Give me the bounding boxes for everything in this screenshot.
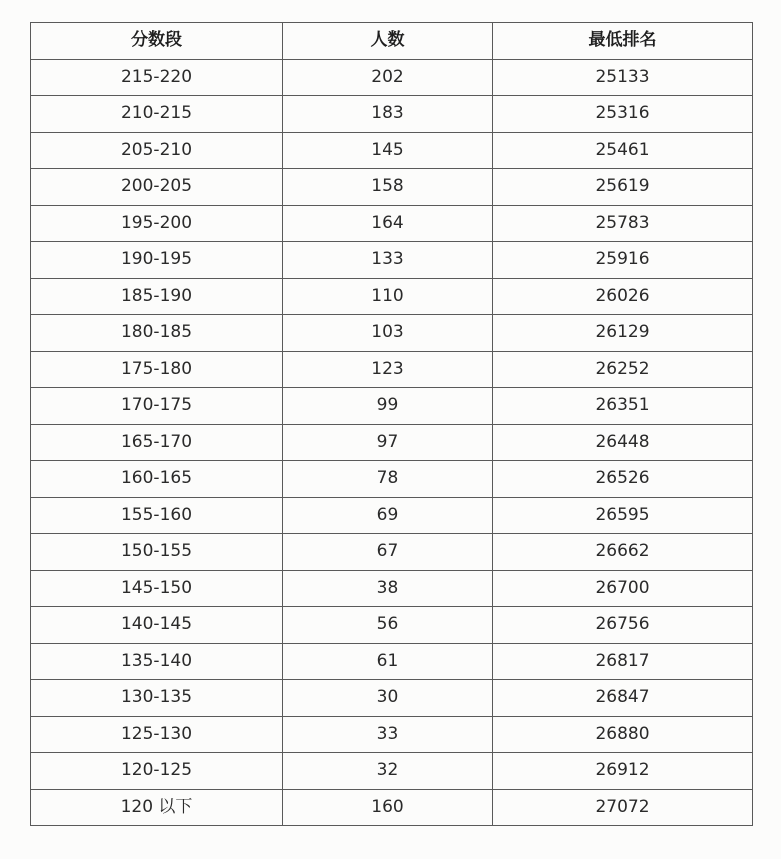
score-range-cell: 185-190 [31,278,283,315]
lowest-rank-cell: 25461 [493,132,753,169]
score-range-cell: 160-165 [31,461,283,498]
lowest-rank-cell: 26662 [493,534,753,571]
lowest-rank-cell: 26526 [493,461,753,498]
count-cell: 160 [283,789,493,826]
lowest-rank-cell: 26448 [493,424,753,461]
table-row [31,789,753,826]
count-cell: 99 [283,388,493,425]
score-range-cell: 140-145 [31,607,283,644]
lowest-rank-cell: 25619 [493,169,753,206]
count-cell: 97 [283,424,493,461]
score-range-cell: 205-210 [31,132,283,169]
header-row [31,23,753,60]
score-range-cell: 190-195 [31,242,283,279]
table-row [31,570,753,607]
lowest-rank-cell: 26595 [493,497,753,534]
table-row [31,278,753,315]
table-row [31,497,753,534]
count-cell: 123 [283,351,493,388]
score-range-cell: 135-140 [31,643,283,680]
score-distribution-table [30,22,753,826]
score-range-cell: 145-150 [31,570,283,607]
table-row [31,96,753,133]
score-range-cell: 195-200 [31,205,283,242]
lowest-rank-cell: 26880 [493,716,753,753]
table-row [31,132,753,169]
score-range-cell: 180-185 [31,315,283,352]
lowest-rank-cell: 26912 [493,753,753,790]
table-header [31,23,753,60]
count-cell: 78 [283,461,493,498]
score-range-cell: 120 以下 [31,789,283,826]
score-range-cell: 130-135 [31,680,283,717]
header-score-range: 分数段 [31,23,283,60]
table-row [31,388,753,425]
table-body [31,59,753,826]
table-row [31,680,753,717]
table-row [31,424,753,461]
table-row [31,59,753,96]
table-row [31,534,753,571]
score-range-cell: 125-130 [31,716,283,753]
score-range-cell: 170-175 [31,388,283,425]
lowest-rank-cell: 25316 [493,96,753,133]
count-cell: 38 [283,570,493,607]
header-count: 人数 [283,23,493,60]
score-range-cell: 120-125 [31,753,283,790]
count-cell: 56 [283,607,493,644]
lowest-rank-cell: 25783 [493,205,753,242]
lowest-rank-cell: 25916 [493,242,753,279]
lowest-rank-cell: 27072 [493,789,753,826]
count-cell: 164 [283,205,493,242]
score-range-cell: 200-205 [31,169,283,206]
count-cell: 61 [283,643,493,680]
lowest-rank-cell: 26756 [493,607,753,644]
lowest-rank-cell: 26252 [493,351,753,388]
lowest-rank-cell: 26026 [493,278,753,315]
lowest-rank-cell: 26129 [493,315,753,352]
count-cell: 69 [283,497,493,534]
table-row [31,242,753,279]
count-cell: 158 [283,169,493,206]
table-row [31,169,753,206]
table-row [31,315,753,352]
table-row [31,716,753,753]
count-cell: 110 [283,278,493,315]
lowest-rank-cell: 26351 [493,388,753,425]
table-row [31,607,753,644]
count-cell: 103 [283,315,493,352]
count-cell: 202 [283,59,493,96]
score-range-cell: 215-220 [31,59,283,96]
lowest-rank-cell: 26700 [493,570,753,607]
table-row [31,205,753,242]
score-range-cell: 175-180 [31,351,283,388]
count-cell: 30 [283,680,493,717]
count-cell: 145 [283,132,493,169]
table-row [31,643,753,680]
table-row [31,753,753,790]
lowest-rank-cell: 26817 [493,643,753,680]
score-range-cell: 210-215 [31,96,283,133]
count-cell: 33 [283,716,493,753]
count-cell: 183 [283,96,493,133]
score-range-cell: 155-160 [31,497,283,534]
score-range-cell: 165-170 [31,424,283,461]
lowest-rank-cell: 25133 [493,59,753,96]
count-cell: 133 [283,242,493,279]
table-row [31,351,753,388]
table-row [31,461,753,498]
score-range-cell: 150-155 [31,534,283,571]
header-lowest-rank: 最低排名 [493,23,753,60]
count-cell: 32 [283,753,493,790]
lowest-rank-cell: 26847 [493,680,753,717]
count-cell: 67 [283,534,493,571]
